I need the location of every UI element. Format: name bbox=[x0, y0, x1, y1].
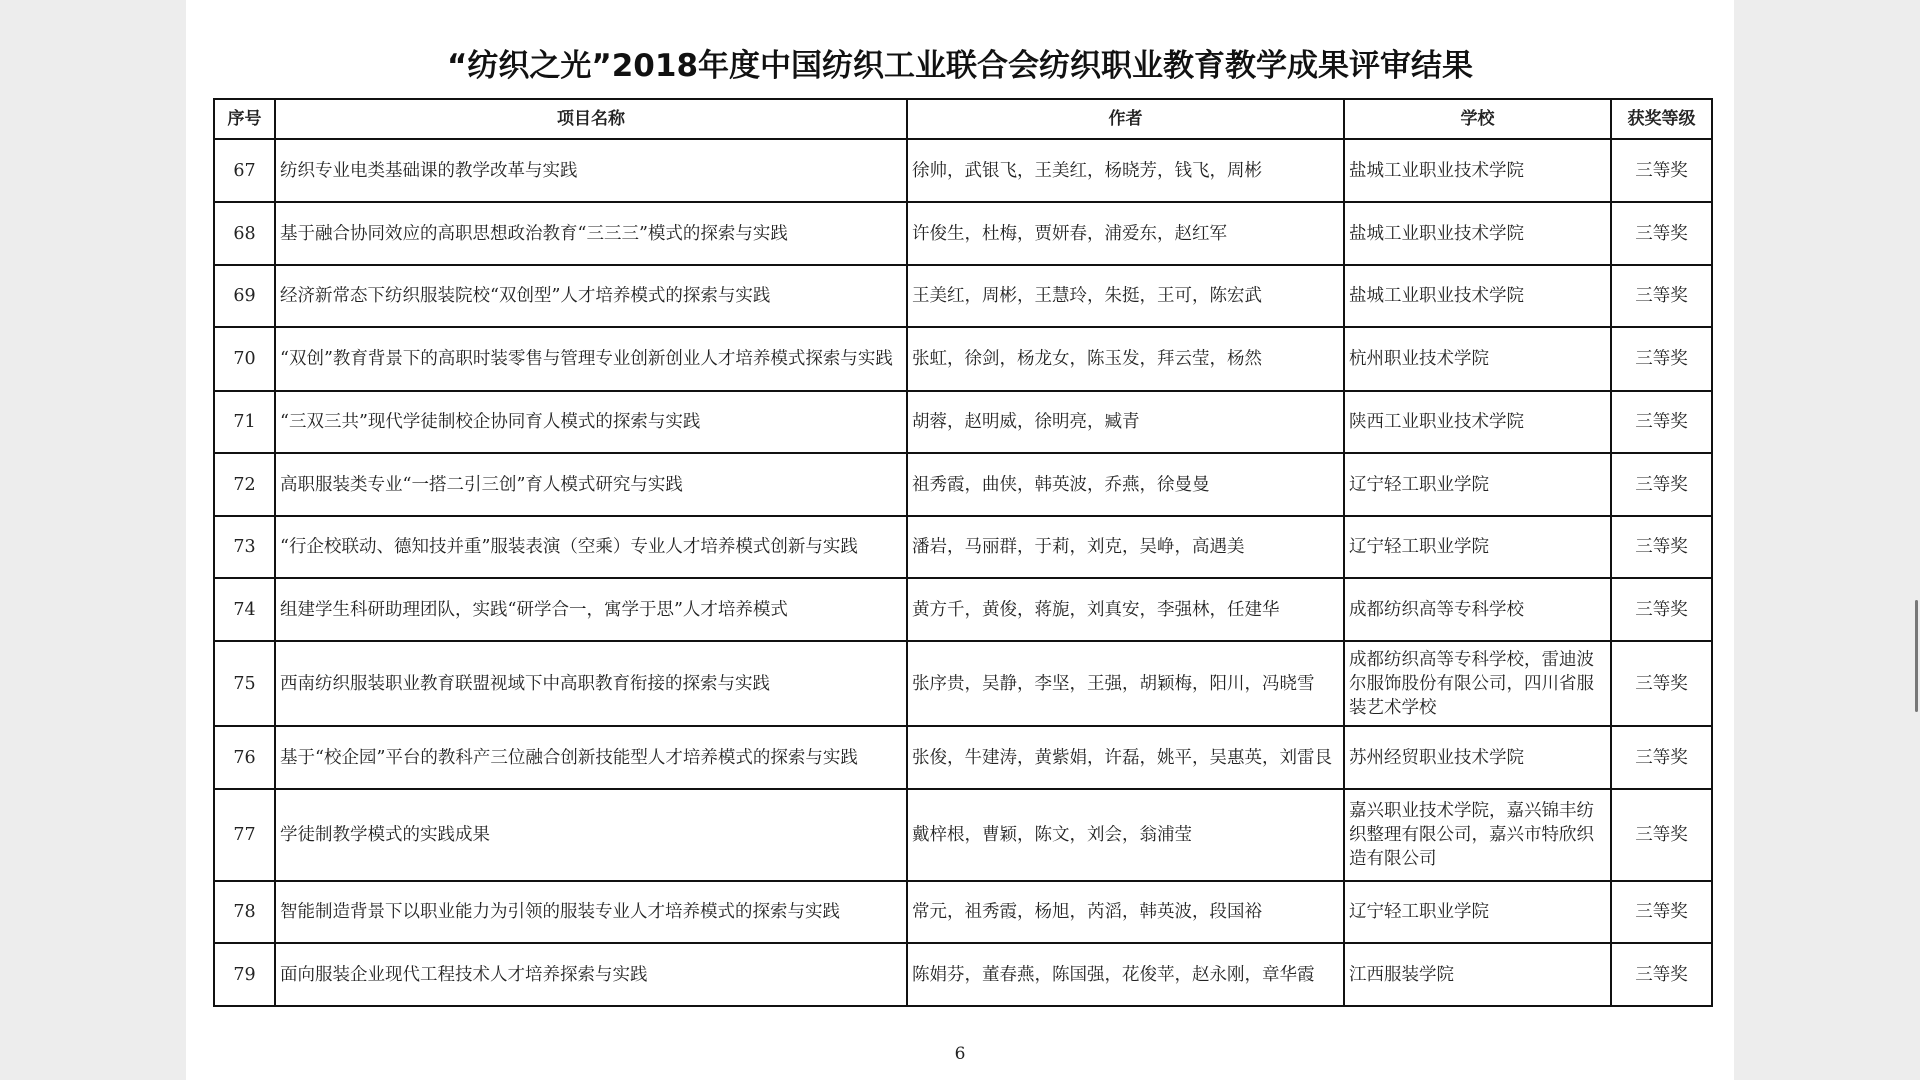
header-school: 学校 bbox=[1344, 99, 1611, 139]
row-number: 78 bbox=[214, 881, 275, 943]
header-award: 获奖等级 bbox=[1611, 99, 1712, 139]
row-number: 71 bbox=[214, 391, 275, 453]
school: 杭州职业技术学院 bbox=[1344, 327, 1611, 391]
authors: 王美红，周彬，王慧玲，朱挺，王可，陈宏武 bbox=[907, 265, 1344, 327]
authors: 潘岩，马丽群，于莉，刘克，吴峥，高遇美 bbox=[907, 516, 1344, 578]
award-level: 三等奖 bbox=[1611, 726, 1712, 789]
school: 盐城工业职业技术学院 bbox=[1344, 139, 1611, 202]
project-name: 西南纺织服装职业教育联盟视域下中高职教育衔接的探索与实践 bbox=[275, 641, 907, 726]
table-row bbox=[214, 391, 1712, 453]
scrollbar[interactable] bbox=[1915, 600, 1918, 712]
school: 辽宁轻工职业学院 bbox=[1344, 881, 1611, 943]
row-number: 67 bbox=[214, 139, 275, 202]
row-number: 69 bbox=[214, 265, 275, 327]
authors: 胡蓉，赵明威，徐明亮，臧青 bbox=[907, 391, 1344, 453]
document-page bbox=[186, 0, 1734, 1080]
row-number: 73 bbox=[214, 516, 275, 578]
project-name: 高职服装类专业“一搭二引三创”育人模式研究与实践 bbox=[275, 453, 907, 516]
table-row bbox=[214, 327, 1712, 391]
page-title: “纺织之光”2018年度中国纺织工业联合会纺织职业教育教学成果评审结果 bbox=[446, 48, 1474, 84]
authors: 陈娟芬，董春燕，陈国强，花俊苹，赵永刚，章华霞 bbox=[907, 943, 1344, 1006]
table-row bbox=[214, 453, 1712, 516]
authors: 祖秀霞，曲侠，韩英波，乔燕，徐曼曼 bbox=[907, 453, 1344, 516]
authors: 戴梓根，曹颖，陈文，刘会，翁浦莹 bbox=[907, 789, 1344, 881]
award-level: 三等奖 bbox=[1611, 881, 1712, 943]
school: 苏州经贸职业技术学院 bbox=[1344, 726, 1611, 789]
project-name: 学徒制教学模式的实践成果 bbox=[275, 789, 907, 881]
school: 成都纺织高等专科学校 bbox=[1344, 578, 1611, 641]
authors: 张俊，牛建涛，黄紫娟，许磊，姚平，吴惠英，刘雷艮 bbox=[907, 726, 1344, 789]
project-name: 纺织专业电类基础课的教学改革与实践 bbox=[275, 139, 907, 202]
project-name: 基于融合协同效应的高职思想政治教育“三三三”模式的探索与实践 bbox=[275, 202, 907, 265]
header-authors: 作者 bbox=[907, 99, 1344, 139]
results-table bbox=[213, 98, 1713, 1007]
header-no: 序号 bbox=[214, 99, 275, 139]
authors: 徐帅，武银飞，王美红，杨晓芳，钱飞，周彬 bbox=[907, 139, 1344, 202]
table-row bbox=[214, 139, 1712, 202]
row-number: 75 bbox=[214, 641, 275, 726]
award-level: 三等奖 bbox=[1611, 391, 1712, 453]
table-row bbox=[214, 943, 1712, 1006]
school: 成都纺织高等专科学校，雷迪波尔服饰股份有限公司，四川省服装艺术学校 bbox=[1344, 641, 1611, 726]
table-row bbox=[214, 789, 1712, 881]
row-number: 79 bbox=[214, 943, 275, 1006]
award-level: 三等奖 bbox=[1611, 265, 1712, 327]
page-number: 6 bbox=[954, 1044, 966, 1064]
project-name: “行企校联动、德知技并重”服装表演（空乘）专业人才培养模式创新与实践 bbox=[275, 516, 907, 578]
row-number: 76 bbox=[214, 726, 275, 789]
table-row bbox=[214, 641, 1712, 726]
award-level: 三等奖 bbox=[1611, 139, 1712, 202]
award-level: 三等奖 bbox=[1611, 789, 1712, 881]
school: 盐城工业职业技术学院 bbox=[1344, 265, 1611, 327]
header-project-name: 项目名称 bbox=[275, 99, 907, 139]
table-row bbox=[214, 202, 1712, 265]
project-name: 经济新常态下纺织服装院校“双创型”人才培养模式的探索与实践 bbox=[275, 265, 907, 327]
project-name: 智能制造背景下以职业能力为引领的服装专业人才培养模式的探索与实践 bbox=[275, 881, 907, 943]
award-level: 三等奖 bbox=[1611, 516, 1712, 578]
project-name: 基于“校企园”平台的教科产三位融合创新技能型人才培养模式的探索与实践 bbox=[275, 726, 907, 789]
school: 辽宁轻工职业学院 bbox=[1344, 453, 1611, 516]
award-level: 三等奖 bbox=[1611, 202, 1712, 265]
award-level: 三等奖 bbox=[1611, 641, 1712, 726]
school: 辽宁轻工职业学院 bbox=[1344, 516, 1611, 578]
project-name: 面向服装企业现代工程技术人才培养探索与实践 bbox=[275, 943, 907, 1006]
row-number: 72 bbox=[214, 453, 275, 516]
authors: 常元，祖秀霞，杨旭，芮滔，韩英波，段国裕 bbox=[907, 881, 1344, 943]
award-level: 三等奖 bbox=[1611, 578, 1712, 641]
authors: 许俊生，杜梅，贾妍春，浦爱东，赵红军 bbox=[907, 202, 1344, 265]
school: 江西服装学院 bbox=[1344, 943, 1611, 1006]
authors: 黄方千，黄俊，蒋旎，刘真安，李强林，任建华 bbox=[907, 578, 1344, 641]
school: 盐城工业职业技术学院 bbox=[1344, 202, 1611, 265]
row-number: 68 bbox=[214, 202, 275, 265]
authors: 张序贵，吴静，李坚，王强，胡颖梅，阳川，冯晓雪 bbox=[907, 641, 1344, 726]
award-level: 三等奖 bbox=[1611, 327, 1712, 391]
table-row bbox=[214, 265, 1712, 327]
school: 嘉兴职业技术学院，嘉兴锦丰纺织整理有限公司，嘉兴市特欣织造有限公司 bbox=[1344, 789, 1611, 881]
row-number: 70 bbox=[214, 327, 275, 391]
authors: 张虹，徐剑，杨龙女，陈玉发，拜云莹，杨然 bbox=[907, 327, 1344, 391]
school: 陕西工业职业技术学院 bbox=[1344, 391, 1611, 453]
table-row bbox=[214, 881, 1712, 943]
table-row bbox=[214, 726, 1712, 789]
row-number: 77 bbox=[214, 789, 275, 881]
project-name: “双创”教育背景下的高职时装零售与管理专业创新创业人才培养模式探索与实践 bbox=[275, 327, 907, 391]
project-name: “三双三共”现代学徒制校企协同育人模式的探索与实践 bbox=[275, 391, 907, 453]
award-level: 三等奖 bbox=[1611, 943, 1712, 1006]
table-row bbox=[214, 516, 1712, 578]
table-row bbox=[214, 578, 1712, 641]
award-level: 三等奖 bbox=[1611, 453, 1712, 516]
table-header-row bbox=[214, 99, 1712, 139]
project-name: 组建学生科研助理团队，实践“研学合一，寓学于思”人才培养模式 bbox=[275, 578, 907, 641]
row-number: 74 bbox=[214, 578, 275, 641]
